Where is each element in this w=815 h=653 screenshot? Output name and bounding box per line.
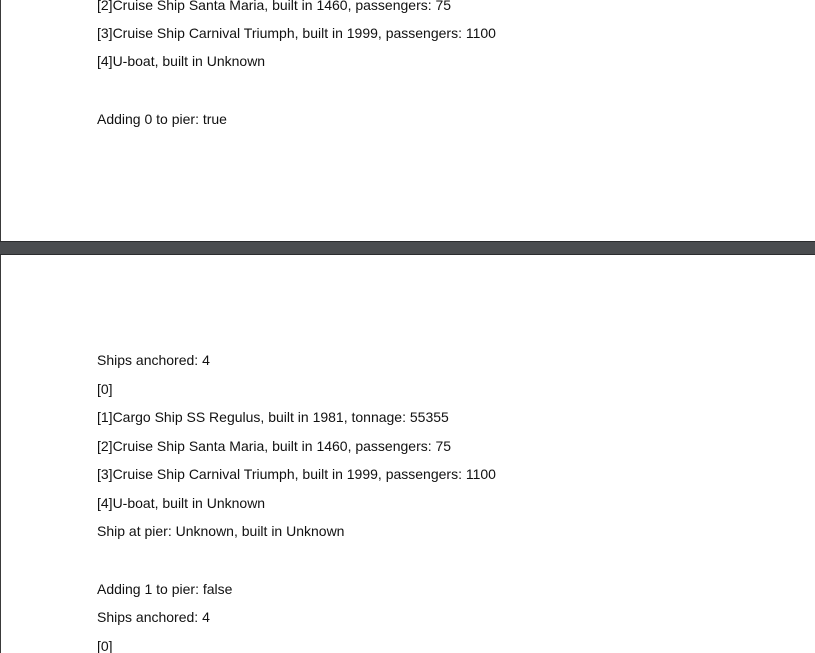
output-line: [0] <box>97 381 113 397</box>
output-line: Adding 0 to pier: true <box>97 111 227 127</box>
output-line: [1]Cargo Ship SS Regulus, built in 1981, tonnage: 55355 <box>97 409 449 425</box>
output-line: [3]Cruise Ship Carnival Triumph, built in 1999, passengers: 1100 <box>97 25 496 41</box>
output-line: [2]Cruise Ship Santa Maria, built in 1460, passengers: 75 <box>97 438 452 454</box>
document-page-1 <box>0 0 815 241</box>
output-line: [4]U-boat, built in Unknown <box>97 53 266 69</box>
output-line: [0] <box>97 638 113 653</box>
output-line: Ship at pier: Unknown, built in Unknown <box>97 523 345 539</box>
output-line: Ships anchored: 4 <box>97 352 210 368</box>
output-line: [3]Cruise Ship Carnival Triumph, built in 1999, passengers: 1100 <box>97 466 496 482</box>
output-line: Adding 1 to pier: false <box>97 581 233 597</box>
output-line: Ships anchored: 4 <box>97 609 210 625</box>
output-line: [2]Cruise Ship Santa Maria, built in 1460, passengers: 75 <box>97 0 452 13</box>
output-line: [4]U-boat, built in Unknown <box>97 495 266 511</box>
page-separator <box>0 241 815 255</box>
document-page-2 <box>0 255 815 653</box>
